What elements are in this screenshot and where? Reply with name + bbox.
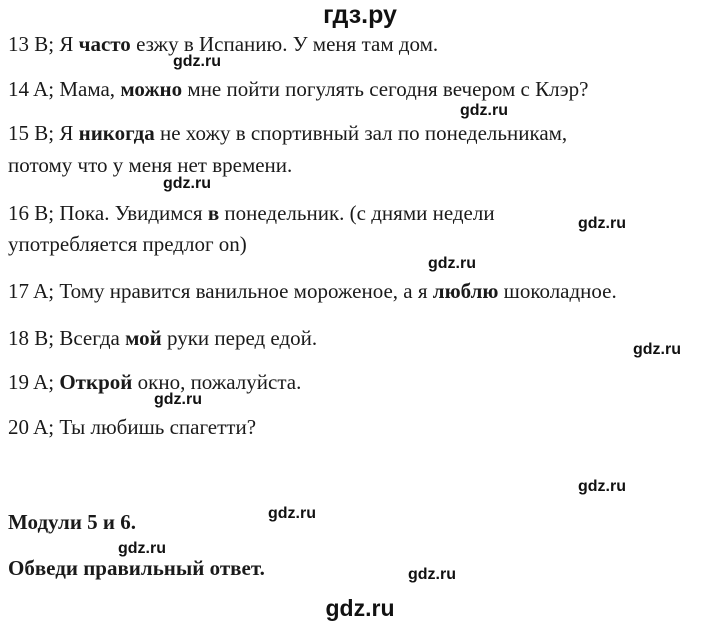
answer-14: 14 A; Мама, можно мне пойти погулять сегодня вечером с Клэр?	[8, 77, 589, 101]
section-instruction: Обведи правильный ответ.	[8, 556, 265, 580]
watermark: gdz.ru	[408, 566, 456, 583]
answer-keyword: часто	[78, 32, 131, 56]
answer-15-continued: потому что у меня нет времени.	[8, 153, 293, 177]
watermark: gdz.ru	[578, 478, 626, 495]
site-header: гдз.ру	[323, 1, 397, 29]
answer-keyword: Открой	[59, 370, 133, 394]
watermark: gdz.ru	[428, 255, 476, 272]
site-footer: gdz.ru	[325, 595, 395, 621]
answer-15: 15 B; Я никогда не хожу в спортивный зал по понедельникам,	[8, 121, 568, 145]
watermark: gdz.ru	[173, 53, 221, 70]
watermark: gdz.ru	[154, 391, 202, 408]
answer-20: 20 A; Ты любишь спагетти?	[8, 415, 257, 439]
watermark: gdz.ru	[118, 540, 166, 557]
watermark: gdz.ru	[578, 215, 626, 232]
answer-keyword: в	[207, 201, 220, 225]
answer-19: 19 A; Открой окно, пожалуйста.	[8, 370, 302, 394]
watermark: gdz.ru	[163, 175, 211, 192]
answer-16-continued: употребляется предлог on)	[8, 232, 247, 256]
watermark: gdz.ru	[460, 102, 508, 119]
answer-keyword: никогда	[78, 121, 155, 145]
answer-16: 16 B; Пока. Увидимся в понедельник. (с днями недели	[8, 201, 495, 225]
answer-keyword: люблю	[432, 279, 499, 303]
answer-keyword: можно	[120, 77, 183, 101]
watermark: gdz.ru	[268, 505, 316, 522]
answer-13: 13 B; Я часто езжу в Испанию. У меня там дом.	[8, 32, 439, 56]
watermark: gdz.ru	[633, 341, 681, 358]
answer-keyword: мой	[125, 326, 162, 350]
section-title: Модули 5 и 6.	[8, 510, 137, 534]
answer-17: 17 A; Тому нравится ванильное мороженое, а я люблю шоколадное.	[8, 279, 617, 303]
answer-18: 18 B; Всегда мой руки перед едой.	[8, 326, 318, 350]
